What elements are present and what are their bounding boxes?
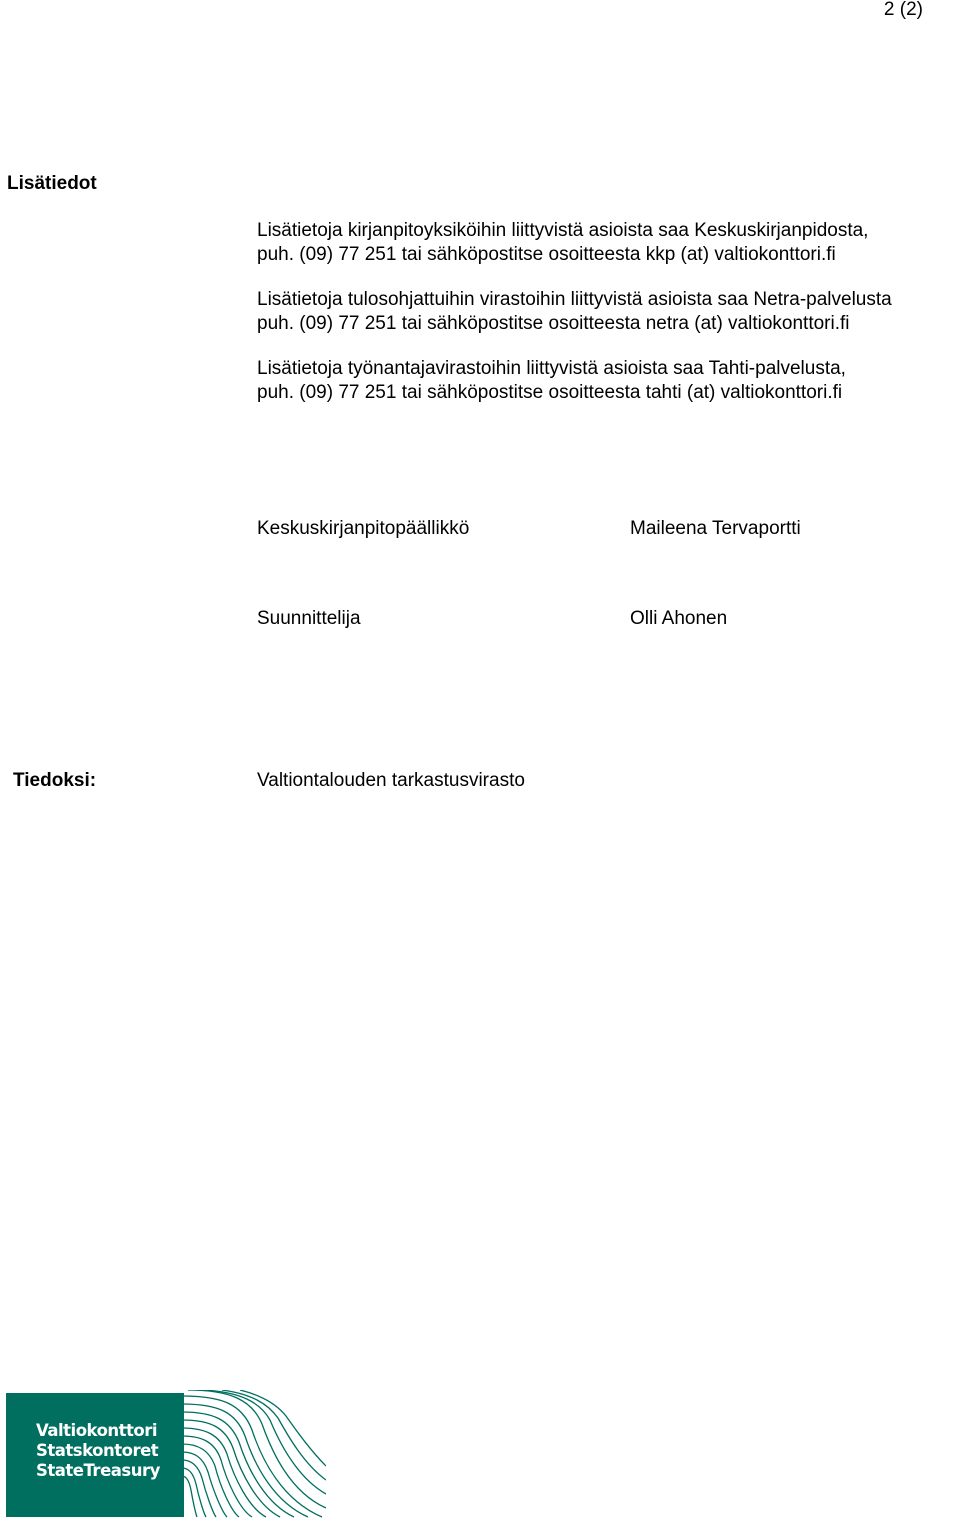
logo-box: [6, 1393, 184, 1517]
info-paragraph-netra: [257, 288, 892, 335]
info-paragraph-kkp: [257, 219, 868, 266]
signer-title: Keskuskirjanpitopäällikkö: [257, 518, 470, 539]
distribution-label: Tiedoksi:: [13, 770, 97, 791]
paragraph-line: Lisätietoja tulosohjattuihin virastoihin liittyvistä asioista saa Netra-palvelusta: [257, 289, 892, 310]
info-paragraph-tahti: [257, 357, 846, 404]
signer-name: Olli Ahonen: [630, 608, 728, 629]
valtiokonttori-logo: [6, 1390, 324, 1520]
section-heading: Lisätiedot: [7, 173, 97, 194]
distribution-recipient: Valtiontalouden tarkastusvirasto: [257, 770, 525, 791]
paragraph-line: puh. (09) 77 251 tai sähköpostitse osoitteesta tahti (at) valtiokonttori.fi: [257, 381, 843, 403]
paragraph-line: puh. (09) 77 251 tai sähköpostitse osoitteesta kkp (at) valtiokonttori.fi: [257, 243, 836, 265]
logo-text: Valtiokonttori Statskontoret StateTreasury: [36, 1421, 160, 1480]
signer-title: Suunnittelija: [257, 608, 361, 629]
page-number: 2 (2): [883, 0, 923, 20]
paragraph-line: Lisätietoja työnantajavirastoihin liittyvistä asioista saa Tahti-palvelusta,: [257, 358, 846, 379]
signer-name: Maileena Tervaportti: [630, 518, 801, 539]
paragraph-line: puh. (09) 77 251 tai sähköpostitse osoitteesta netra (at) valtiokonttori.fi: [257, 312, 850, 334]
logo-wave-lines-icon: [182, 1390, 326, 1520]
paragraph-line: Lisätietoja kirjanpitoyksiköihin liittyvistä asioista saa Keskuskirjanpidosta,: [257, 220, 869, 241]
